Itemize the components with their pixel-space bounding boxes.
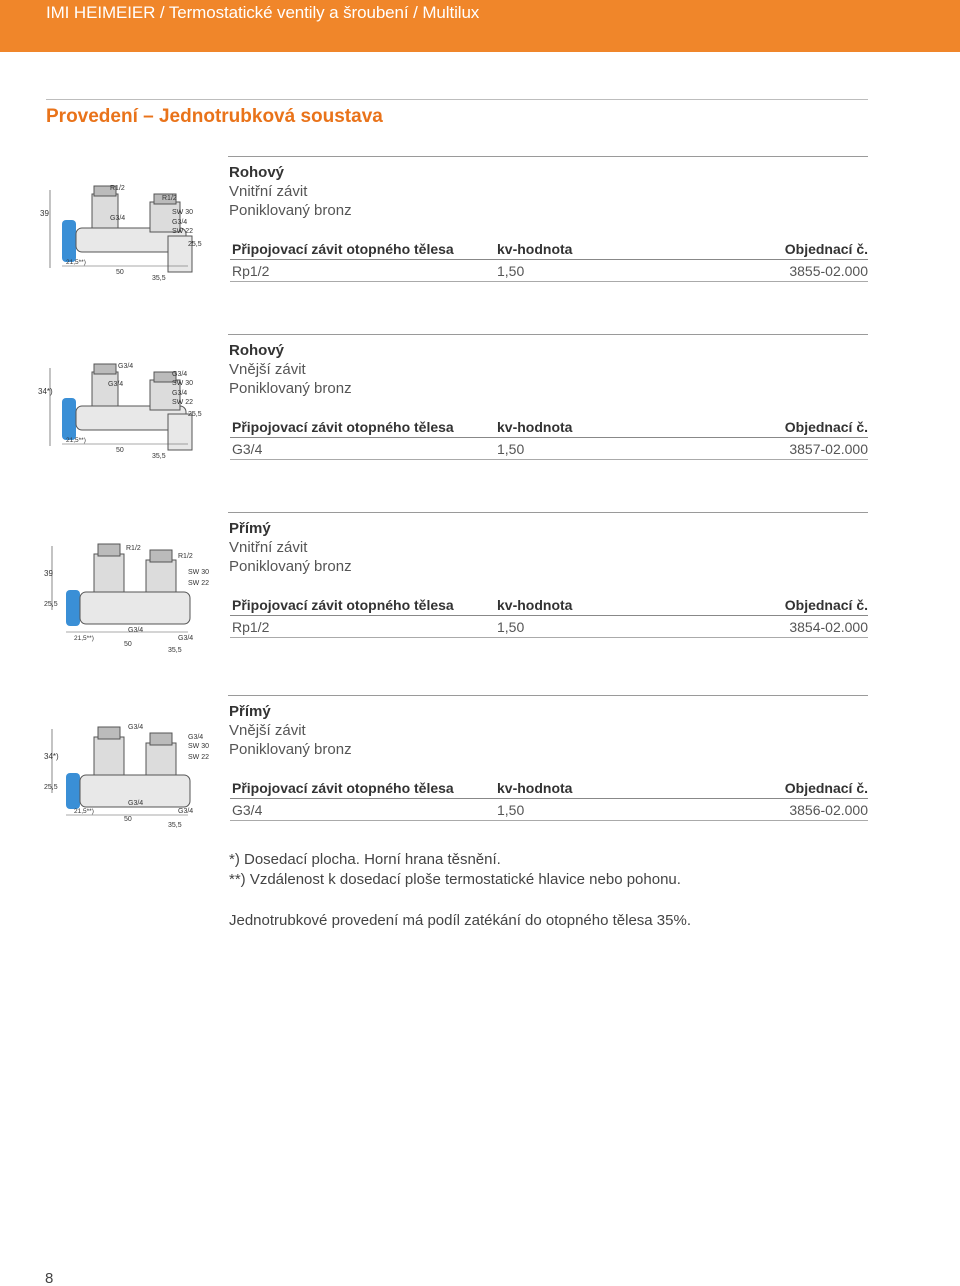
header-order: Objednací č.	[784, 241, 868, 257]
label-right-a: SW 30	[172, 380, 194, 387]
product-thread: Vnitřní závit	[229, 539, 308, 556]
dim-bottom-a: 21,5**)	[66, 259, 86, 266]
cell-kv: 1,50	[497, 263, 525, 279]
dim-left: 39	[40, 209, 49, 218]
label-mid: G3/4	[108, 381, 124, 388]
label-bottom-g1: G3/4	[128, 800, 144, 807]
product-block	[40, 156, 868, 306]
header-bar	[0, 0, 960, 52]
spec-table	[230, 594, 868, 638]
product-block	[46, 695, 868, 845]
product-name: Rohový	[229, 342, 285, 359]
label-right-a: SW 30	[188, 569, 210, 576]
spec-header-row	[230, 238, 868, 260]
dim-bottom-c: 35,5	[152, 453, 166, 460]
footnote-2: **) Vzdálenost k dosedací ploše termostatické hlavice nebo pohonu.	[229, 871, 681, 888]
header-title: IMI HEIMEIER / Termostatické ventily a šroubení / Multilux	[46, 3, 480, 22]
label-bottom-g2: G3/4	[178, 808, 194, 815]
cell-order: 3855-02.000	[789, 263, 868, 279]
label-right-top: R1/2	[178, 553, 193, 560]
product-thread: Vnitřní závit	[229, 183, 308, 200]
header-order: Objednací č.	[784, 597, 868, 613]
label-top: G3/4	[128, 724, 144, 731]
label-right-c: SW 22	[172, 399, 194, 406]
label-right-top: G3/4	[188, 734, 204, 741]
dim-bottom-a: 21,5**)	[74, 635, 94, 642]
label-right-b: SW 22	[188, 580, 210, 587]
spec-header-row	[230, 416, 868, 438]
product-name: Rohový	[229, 164, 285, 181]
header-connection: Připojovací závit otopného tělesa	[232, 241, 454, 257]
dim-side: 25,5	[188, 241, 202, 248]
spec-header-row	[230, 594, 868, 616]
product-material: Poniklovaný bronz	[229, 741, 352, 758]
cell-order: 3857-02.000	[789, 441, 868, 457]
product-block	[38, 334, 868, 484]
dim-side: 25,5	[188, 411, 202, 418]
label-right-a: SW 30	[188, 743, 210, 750]
dim-side: 25,5	[44, 784, 58, 791]
label-bottom-g2: G3/4	[178, 635, 194, 642]
dim-left: 34*)	[44, 752, 59, 761]
product-block	[46, 512, 868, 662]
product-rule	[228, 334, 868, 335]
cell-kv: 1,50	[497, 802, 525, 818]
dim-bottom-c: 35,5	[168, 647, 182, 654]
label-right-b: G3/4	[172, 390, 188, 397]
spec-table	[230, 238, 868, 282]
dim-bottom-c: 35,5	[168, 822, 182, 829]
valve-straight-drawing	[38, 536, 216, 654]
cell-connection: Rp1/2	[232, 263, 270, 279]
dim-bottom-b: 50	[124, 641, 132, 648]
cell-kv: 1,50	[497, 619, 525, 635]
product-rule	[228, 156, 868, 157]
label-right-top: G3/4	[172, 371, 188, 378]
header-kv: kv-hodnota	[497, 780, 573, 796]
product-name: Přímý	[229, 520, 271, 537]
spec-header-row	[230, 777, 868, 799]
cell-order: 3856-02.000	[789, 802, 868, 818]
valve-angle-drawing	[38, 358, 216, 476]
product-thread: Vnější závit	[229, 722, 306, 739]
dim-left: 34*)	[38, 387, 53, 396]
header-kv: kv-hodnota	[497, 241, 573, 257]
dim-left: 39	[44, 569, 53, 578]
product-material: Poniklovaný bronz	[229, 558, 352, 575]
page-number: 8	[45, 1270, 54, 1286]
label-mid: G3/4	[110, 215, 126, 222]
header-connection: Připojovací závit otopného tělesa	[232, 780, 454, 796]
dim-bottom-a: 21,5**)	[74, 808, 94, 815]
label-right-c: SW 22	[172, 228, 194, 235]
cell-order: 3854-02.000	[789, 619, 868, 635]
dim-bottom-b: 50	[116, 447, 124, 454]
dim-bottom-b: 50	[124, 816, 132, 823]
footnote-1: *) Dosedací plocha. Horní hrana těsnění.	[229, 851, 501, 868]
section-title: Provedení – Jednotrubková soustava	[46, 106, 383, 127]
product-thread: Vnější závit	[229, 361, 306, 378]
label-top: G3/4	[118, 363, 134, 370]
spec-row	[230, 260, 868, 282]
label-top: R1/2	[110, 185, 125, 192]
product-rule	[228, 512, 868, 513]
label-right-a: SW 30	[172, 209, 194, 216]
product-material: Poniklovaný bronz	[229, 380, 352, 397]
product-name: Přímý	[229, 703, 271, 720]
valve-angle-drawing	[38, 180, 216, 298]
cell-kv: 1,50	[497, 441, 525, 457]
label-bottom-g1: G3/4	[128, 627, 144, 634]
cell-connection: G3/4	[232, 441, 263, 457]
header-connection: Připojovací závit otopného tělesa	[232, 597, 454, 613]
valve-straight-drawing	[38, 719, 216, 837]
spec-row	[230, 438, 868, 460]
header-order: Objednací č.	[784, 419, 868, 435]
label-top: R1/2	[126, 545, 141, 552]
dim-bottom-b: 50	[116, 269, 124, 276]
dim-bottom-c: 35,5	[152, 275, 166, 282]
product-material: Poniklovaný bronz	[229, 202, 352, 219]
header-connection: Připojovací závit otopného tělesa	[232, 419, 454, 435]
spec-row	[230, 616, 868, 638]
footnote-3: Jednotrubkové provedení má podíl zatékání do otopného tělesa 35%.	[229, 912, 691, 929]
dim-bottom-a: 21,5**)	[66, 437, 86, 444]
section-rule	[46, 99, 868, 100]
footnotes	[229, 850, 681, 890]
cell-connection: G3/4	[232, 802, 263, 818]
cell-connection: Rp1/2	[232, 619, 270, 635]
spec-table	[230, 416, 868, 460]
label-right-b: G3/4	[172, 219, 188, 226]
label-right-b: SW 22	[188, 754, 210, 761]
label-right-top: R1/2	[162, 195, 177, 202]
header-kv: kv-hodnota	[497, 419, 573, 435]
spec-row	[230, 799, 868, 821]
spec-table	[230, 777, 868, 821]
product-rule	[228, 695, 868, 696]
header-kv: kv-hodnota	[497, 597, 573, 613]
dim-side: 25,5	[44, 601, 58, 608]
header-order: Objednací č.	[784, 780, 868, 796]
